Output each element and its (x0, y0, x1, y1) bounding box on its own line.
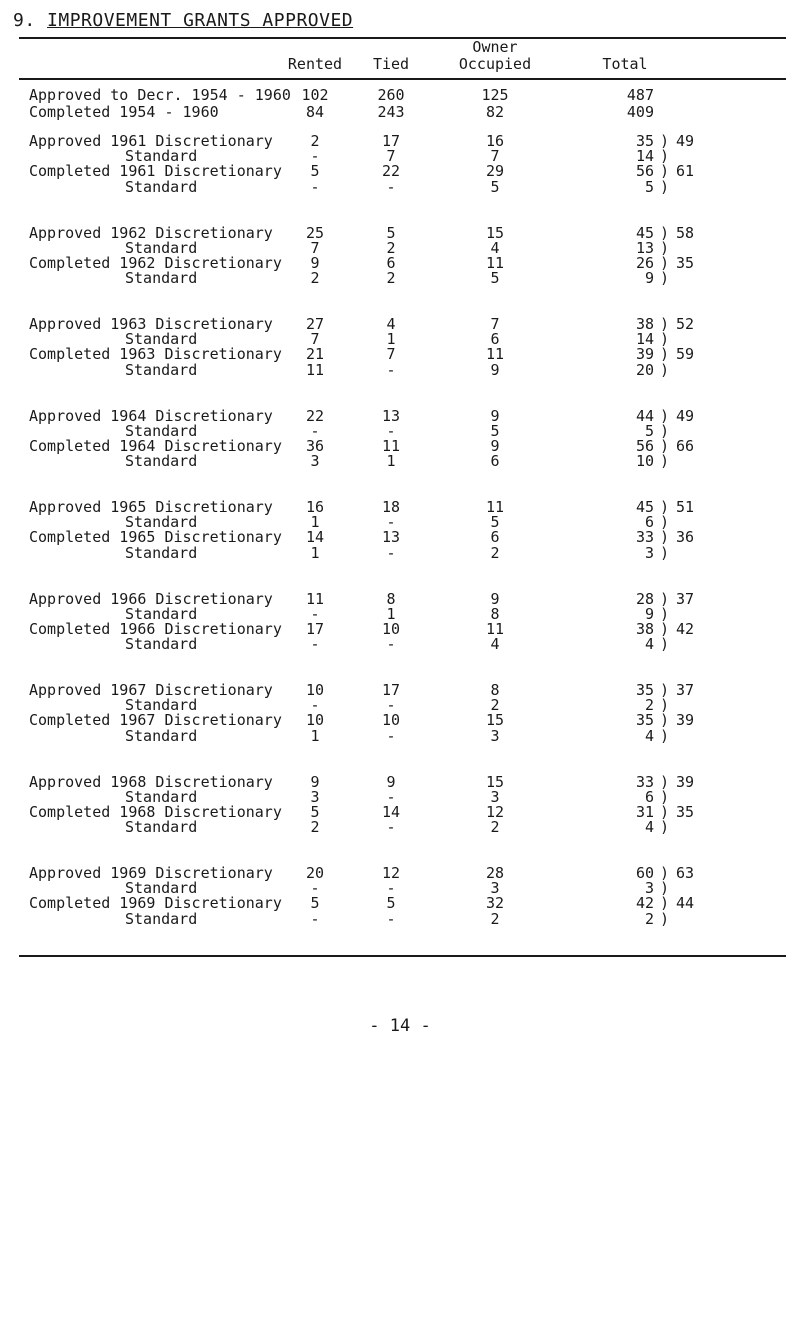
cell-group-total: 52 (676, 315, 695, 333)
cell-owner-occupied: 29 (485, 162, 505, 181)
cell-rented: 11 (305, 589, 325, 608)
row-label: Completed 1968 Discretionary (29, 802, 282, 821)
cell-owner-occupied: 5 (490, 269, 500, 288)
cell-rented: 5 (310, 162, 320, 181)
cell-owner-occupied: 9 (490, 589, 500, 608)
cell-owner-occupied: 8 (490, 681, 500, 699)
row-label: Standard (125, 147, 198, 166)
cell-tied: 22 (381, 162, 401, 181)
cell-total: 9 (644, 269, 654, 288)
cell-rented: 7 (310, 238, 320, 257)
cell-owner-occupied: 11 (485, 619, 505, 638)
cell-total: 20 (635, 360, 654, 379)
cell-group-total: 59 (676, 345, 695, 364)
cell-total: 33 (635, 528, 654, 547)
bracket: ) (660, 132, 670, 150)
cell-owner-occupied: 3 (490, 726, 500, 745)
cell-tied: 1 (386, 330, 396, 349)
row-label: Standard (125, 696, 198, 715)
bracket: ) (660, 802, 670, 821)
cell-total: 35 (635, 711, 654, 730)
cell-group-total: 61 (676, 162, 695, 181)
cell-total: 14 (635, 147, 654, 166)
cell-group-total: 49 (676, 406, 695, 425)
cell-total: 3 (644, 543, 654, 562)
cell-group-total: 63 (676, 864, 695, 882)
cell-tied: 10 (381, 619, 401, 638)
cell-rented: 3 (310, 787, 320, 806)
bracket: ) (660, 711, 670, 730)
cell-owner-occupied: 11 (485, 498, 505, 516)
cell-owner-occupied: 82 (485, 103, 505, 121)
cell-total: 28 (635, 589, 654, 608)
row-label: Completed 1954 - 1960 (29, 103, 219, 121)
cell-group-total: 49 (676, 132, 695, 150)
cell-owner-occupied: 32 (485, 894, 505, 913)
bracket: ) (660, 635, 670, 654)
cell-total: 45 (635, 498, 654, 516)
cell-rented: - (310, 909, 320, 928)
cell-tied: 13 (381, 406, 401, 425)
table-row (0, 727, 800, 745)
cell-group-total: 58 (676, 223, 695, 242)
cell-group-total: 35 (676, 802, 695, 821)
cell-owner-occupied: 9 (490, 360, 500, 379)
cell-total: 56 (635, 436, 654, 455)
bracket: ) (660, 681, 670, 699)
bracket: ) (660, 619, 670, 638)
cell-total: 35 (635, 132, 654, 150)
cell-tied: - (386, 421, 396, 440)
table-row (0, 361, 800, 379)
cell-total: 38 (635, 619, 654, 638)
row-label: Standard (125, 818, 198, 837)
row-label: Completed 1965 Discretionary (29, 528, 282, 547)
cell-rented: 14 (305, 528, 325, 547)
bracket: ) (660, 360, 670, 379)
bracket: ) (660, 330, 670, 349)
row-label: Standard (125, 421, 198, 440)
table-row (0, 452, 800, 470)
cell-rented: - (310, 147, 320, 166)
col-header-tied: Tied (372, 55, 410, 73)
cell-group-total: 36 (676, 528, 695, 547)
cell-rented: 2 (310, 818, 320, 837)
row-label: Approved 1967 Discretionary (29, 681, 273, 699)
bracket: ) (660, 726, 670, 745)
cell-rented: 10 (305, 681, 325, 699)
bracket: ) (660, 162, 670, 181)
cell-total: 14 (635, 330, 654, 349)
cell-total: 31 (635, 802, 654, 821)
cell-group-total: 44 (676, 894, 695, 913)
row-label: Standard (125, 238, 198, 257)
cell-tied: 10 (381, 711, 401, 730)
col-header-owner-line2: Occupied (458, 55, 532, 73)
bracket: ) (660, 147, 670, 166)
cell-tied: 17 (381, 132, 401, 150)
row-label: Approved 1965 Discretionary (29, 498, 273, 516)
cell-owner-occupied: 2 (490, 818, 500, 837)
row-label: Completed 1962 Discretionary (29, 253, 282, 272)
row-label: Standard (125, 513, 198, 532)
cell-owner-occupied: 6 (490, 452, 500, 471)
cell-total: 38 (635, 315, 654, 333)
cell-rented: 1 (310, 543, 320, 562)
table-row (0, 86, 800, 104)
cell-rented: 11 (305, 360, 325, 379)
cell-group-total: 37 (676, 681, 695, 699)
cell-owner-occupied: 4 (490, 238, 500, 257)
table-row (0, 178, 800, 196)
cell-group-total: 42 (676, 619, 695, 638)
cell-rented: 7 (310, 330, 320, 349)
row-label: Standard (125, 360, 198, 379)
row-label: Approved 1963 Discretionary (29, 315, 273, 333)
cell-owner-occupied: 2 (490, 696, 500, 715)
cell-tied: 2 (386, 269, 396, 288)
row-label: Approved 1964 Discretionary (29, 406, 273, 425)
cell-tied: - (386, 818, 396, 837)
bracket: ) (660, 253, 670, 272)
cell-owner-occupied: 11 (485, 253, 505, 272)
cell-owner-occupied: 2 (490, 909, 500, 928)
bracket: ) (660, 909, 670, 928)
cell-rented: 10 (305, 711, 325, 730)
cell-total: 2 (644, 696, 654, 715)
cell-tied: 9 (386, 772, 396, 791)
bracket: ) (660, 513, 670, 532)
cell-tied: 5 (386, 223, 396, 242)
row-label: Standard (125, 543, 198, 562)
cell-group-total: 39 (676, 711, 695, 730)
cell-rented: 9 (310, 253, 320, 272)
cell-tied: - (386, 879, 396, 898)
cell-total: 5 (644, 421, 654, 440)
cell-total: 26 (635, 253, 654, 272)
row-label: Standard (125, 452, 198, 471)
cell-total: 4 (644, 726, 654, 745)
row-label: Approved 1968 Discretionary (29, 772, 273, 791)
cell-total: 2 (644, 909, 654, 928)
row-label: Approved 1969 Discretionary (29, 864, 273, 882)
bracket: ) (660, 238, 670, 257)
cell-owner-occupied: 3 (490, 787, 500, 806)
table-row (0, 269, 800, 287)
cell-owner-occupied: 5 (490, 177, 500, 196)
cell-rented: - (310, 635, 320, 654)
row-label: Standard (125, 909, 198, 928)
cell-group-total: 39 (676, 772, 695, 791)
bracket: ) (660, 787, 670, 806)
cell-rented: 5 (310, 894, 320, 913)
cell-rented: 1 (310, 513, 320, 532)
bracket: ) (660, 879, 670, 898)
cell-total: 45 (635, 223, 654, 242)
row-label: Approved 1962 Discretionary (29, 223, 273, 242)
cell-tied: 13 (381, 528, 401, 547)
bracket: ) (660, 269, 670, 288)
bracket: ) (660, 406, 670, 425)
section-number: 9. (13, 10, 36, 31)
cell-tied: 14 (381, 802, 401, 821)
cell-rented: 9 (310, 772, 320, 791)
cell-tied: 18 (381, 498, 401, 516)
row-label: Approved to Decr. 1954 - 1960 (29, 86, 291, 104)
row-label: Completed 1964 Discretionary (29, 436, 282, 455)
page-number: - 14 - (369, 1016, 431, 1036)
cell-rented: - (310, 879, 320, 898)
cell-owner-occupied: 6 (490, 330, 500, 349)
cell-rented: 2 (310, 132, 320, 150)
bracket: ) (660, 452, 670, 471)
cell-tied: - (386, 635, 396, 654)
cell-total: 35 (635, 681, 654, 699)
cell-total: 39 (635, 345, 654, 364)
cell-total: 60 (635, 864, 654, 882)
row-label: Approved 1961 Discretionary (29, 132, 273, 150)
cell-owner-occupied: 3 (490, 879, 500, 898)
cell-total: 3 (644, 879, 654, 898)
table-row (0, 635, 800, 653)
cell-rented: - (310, 604, 320, 623)
cell-owner-occupied: 8 (490, 604, 500, 623)
bracket: ) (660, 498, 670, 516)
table-row (0, 544, 800, 562)
cell-tied: - (386, 543, 396, 562)
cell-rented: 20 (305, 864, 325, 882)
cell-owner-occupied: 11 (485, 345, 505, 364)
bracket: ) (660, 696, 670, 715)
cell-tied: 12 (381, 864, 401, 882)
cell-rented: - (310, 696, 320, 715)
cell-owner-occupied: 2 (490, 543, 500, 562)
cell-owner-occupied: 7 (490, 315, 500, 333)
cell-total: 10 (635, 452, 654, 471)
cell-rented: 25 (305, 223, 325, 242)
cell-tied: 243 (377, 103, 405, 121)
bracket: ) (660, 772, 670, 791)
cell-owner-occupied: 7 (490, 147, 500, 166)
cell-rented: 27 (305, 315, 325, 333)
cell-owner-occupied: 16 (485, 132, 505, 150)
cell-total: 5 (644, 177, 654, 196)
cell-tied: 4 (386, 315, 396, 333)
row-label: Completed 1967 Discretionary (29, 711, 282, 730)
cell-tied: 1 (386, 604, 396, 623)
cell-tied: - (386, 513, 396, 532)
cell-total: 9 (644, 604, 654, 623)
row-label: Completed 1969 Discretionary (29, 894, 282, 913)
cell-total: 409 (626, 103, 654, 121)
cell-total: 13 (635, 238, 654, 257)
bracket: ) (660, 543, 670, 562)
col-header-rented: Rented (287, 55, 343, 73)
cell-total: 56 (635, 162, 654, 181)
cell-owner-occupied: 12 (485, 802, 505, 821)
bracket: ) (660, 589, 670, 608)
row-label: Completed 1963 Discretionary (29, 345, 282, 364)
cell-tied: 6 (386, 253, 396, 272)
cell-tied: - (386, 787, 396, 806)
cell-rented: 5 (310, 802, 320, 821)
cell-group-total: 51 (676, 498, 695, 516)
row-label: Standard (125, 177, 198, 196)
cell-tied: 17 (381, 681, 401, 699)
bracket: ) (660, 894, 670, 913)
cell-owner-occupied: 15 (485, 772, 505, 791)
row-label: Standard (125, 787, 198, 806)
bracket: ) (660, 864, 670, 882)
cell-rented: 2 (310, 269, 320, 288)
col-header-owner-line1: Owner (472, 38, 518, 56)
bracket: ) (660, 177, 670, 196)
bracket: ) (660, 421, 670, 440)
bottom-rule (19, 955, 786, 957)
cell-tied: 11 (381, 436, 401, 455)
cell-owner-occupied: 15 (485, 711, 505, 730)
cell-total: 6 (644, 787, 654, 806)
cell-rented: 17 (305, 619, 325, 638)
cell-owner-occupied: 5 (490, 421, 500, 440)
cell-owner-occupied: 15 (485, 223, 505, 242)
cell-total: 4 (644, 818, 654, 837)
cell-tied: - (386, 696, 396, 715)
cell-rented: 102 (301, 86, 329, 104)
row-label: Completed 1966 Discretionary (29, 619, 282, 638)
cell-total: 33 (635, 772, 654, 791)
cell-rented: 21 (305, 345, 325, 364)
cell-tied: - (386, 177, 396, 196)
cell-rented: - (310, 421, 320, 440)
bracket: ) (660, 604, 670, 623)
bracket: ) (660, 436, 670, 455)
row-label: Standard (125, 330, 198, 349)
row-label: Standard (125, 879, 198, 898)
row-label: Standard (125, 269, 198, 288)
cell-rented: 22 (305, 406, 325, 425)
cell-rented: 1 (310, 726, 320, 745)
row-label: Standard (125, 635, 198, 654)
cell-rented: - (310, 177, 320, 196)
cell-total: 487 (626, 86, 654, 104)
section-title: IMPROVEMENT GRANTS APPROVED (47, 10, 354, 31)
cell-total: 6 (644, 513, 654, 532)
cell-owner-occupied: 9 (490, 436, 500, 455)
table-row (0, 103, 800, 121)
table-row (0, 818, 800, 836)
cell-rented: 84 (305, 103, 325, 121)
bracket: ) (660, 315, 670, 333)
row-label: Standard (125, 726, 198, 745)
cell-owner-occupied: 9 (490, 406, 500, 425)
cell-owner-occupied: 28 (485, 864, 505, 882)
cell-group-total: 35 (676, 253, 695, 272)
cell-tied: - (386, 360, 396, 379)
cell-owner-occupied: 6 (490, 528, 500, 547)
cell-owner-occupied: 5 (490, 513, 500, 532)
cell-total: 44 (635, 406, 654, 425)
table-row (0, 910, 800, 928)
cell-total: 4 (644, 635, 654, 654)
cell-group-total: 66 (676, 436, 695, 455)
bracket: ) (660, 818, 670, 837)
row-label: Completed 1961 Discretionary (29, 162, 282, 181)
row-label: Approved 1966 Discretionary (29, 589, 273, 608)
cell-tied: 2 (386, 238, 396, 257)
cell-tied: 7 (386, 147, 396, 166)
cell-tied: 7 (386, 345, 396, 364)
cell-rented: 16 (305, 498, 325, 516)
bracket: ) (660, 345, 670, 364)
bracket: ) (660, 528, 670, 547)
cell-tied: 8 (386, 589, 396, 608)
cell-owner-occupied: 125 (481, 86, 509, 104)
cell-tied: - (386, 909, 396, 928)
cell-tied: 260 (377, 86, 405, 104)
cell-tied: 5 (386, 894, 396, 913)
row-label: Standard (125, 604, 198, 623)
cell-rented: 36 (305, 436, 325, 455)
cell-total: 42 (635, 894, 654, 913)
bracket: ) (660, 223, 670, 242)
cell-tied: 1 (386, 452, 396, 471)
col-header-total: Total (602, 55, 648, 73)
cell-owner-occupied: 4 (490, 635, 500, 654)
cell-rented: 3 (310, 452, 320, 471)
cell-group-total: 37 (676, 589, 695, 608)
cell-tied: - (386, 726, 396, 745)
